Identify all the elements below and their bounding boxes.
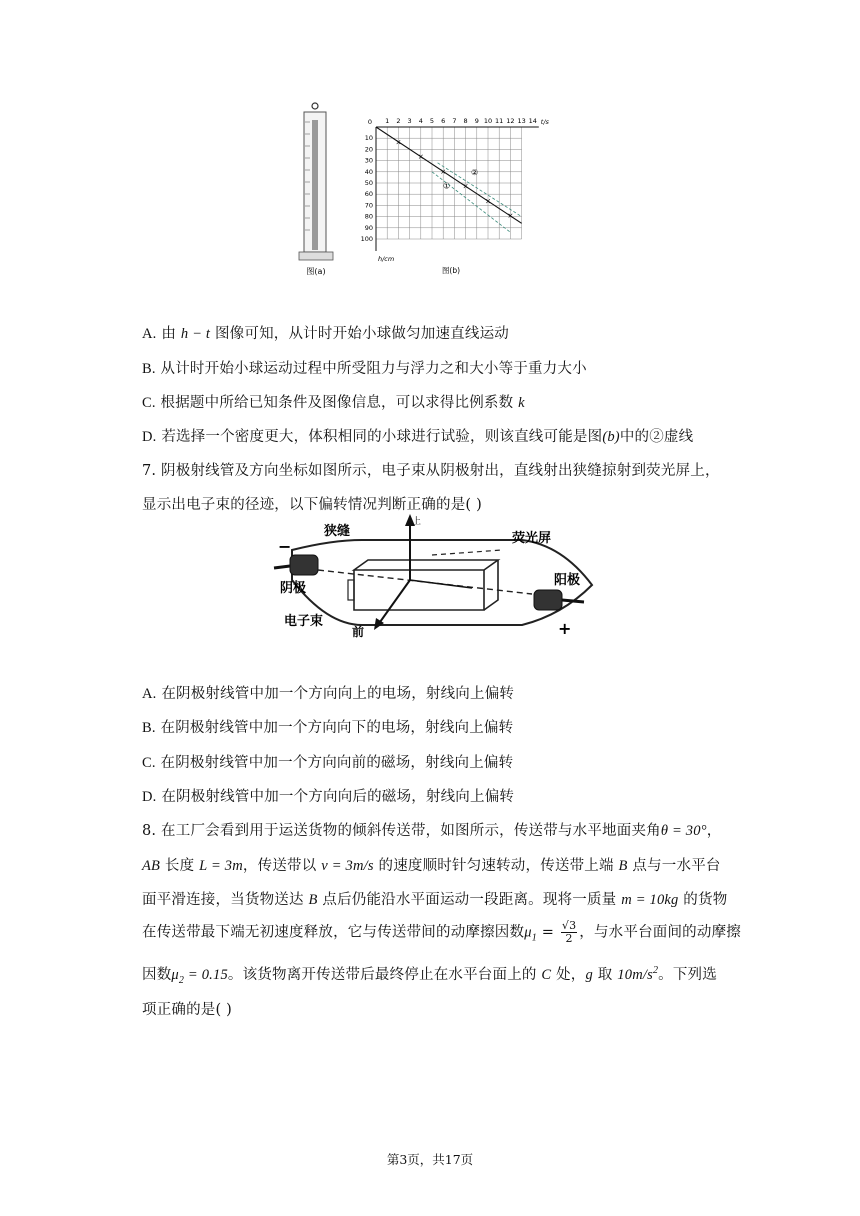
y-tick-label: 10 xyxy=(364,134,373,143)
label-slit: 狭缝 xyxy=(324,524,351,539)
label-anode: 阳极 xyxy=(554,573,581,588)
y-tick-label: 70 xyxy=(364,201,373,210)
y-tick-label: 50 xyxy=(364,179,373,187)
q8-stem-line6: 项正确的是( ) xyxy=(142,1002,233,1018)
q6-option-a: A. 由 h − t 图像可知，从计时开始小球做匀加速直线运动 xyxy=(142,326,509,342)
q8-stem-line3: 面平滑连接，当货物送达 B 点后仍能沿水平面运动一段距离。现将一质量 m = 10kg 的货物 xyxy=(142,892,728,908)
y-tick-label: 60 xyxy=(364,190,373,199)
fraction-sqrt3-over-2: $\frac{√3}{2}$ xyxy=(561,919,577,945)
graduated-cylinder-figure xyxy=(298,100,338,280)
y-tick-label: 30 xyxy=(364,156,373,165)
label-up: 上 xyxy=(412,517,422,527)
q6-option-c: C. 根据题中所给已知条件及图像信息，可以求得比例系数 k xyxy=(142,395,525,411)
x-tick-label: 9 xyxy=(474,117,479,125)
y-tick-label: 80 xyxy=(364,212,373,221)
page-footer: 第3页，共17页 xyxy=(386,1152,474,1167)
q7-stem-line1: 7. 阴极射线管及方向坐标如图所示，电子束从阴极射出，直线射出狭缝掠射到荧光屏上， xyxy=(142,463,720,479)
cathode-ray-tube-figure xyxy=(272,510,607,640)
q6-option-d: D. 若选择一个密度更大，体积相同的小球进行试验，则该直线可能是图(b)中的②虚线 xyxy=(142,429,694,445)
x-tick-label: 11 xyxy=(495,117,504,125)
x-tick-label: 1 xyxy=(385,117,390,125)
figure-b-caption: 图(b) xyxy=(441,266,461,275)
y-tick-label: 100 xyxy=(360,235,373,243)
q6-option-b: B. 从计时开始小球运动过程中所受阻力与浮力之和大小等于重力大小 xyxy=(142,361,587,377)
q8-stem-line2: AB 长度 L = 3m，传送带以 v = 3m/s 的速度顺时针匀速转动，传送带上端 B 点与一水平台 xyxy=(142,858,721,874)
data-point: × xyxy=(485,197,491,206)
q7-option-b: B. 在阴极射线管中加一个方向向下的电场，射线向上偏转 xyxy=(142,720,514,736)
x-tick-label: 2 xyxy=(396,117,401,125)
data-point: × xyxy=(417,153,424,162)
label-plus: + xyxy=(558,619,572,638)
y-tick-label: 90 xyxy=(364,223,373,232)
data-point: × xyxy=(395,138,402,147)
x-tick-label: 8 xyxy=(463,117,468,125)
y-tick-label: 20 xyxy=(364,145,373,154)
q7-option-a: A. 在阴极射线管中加一个方向向上的电场，射线向上偏转 xyxy=(142,686,515,702)
line-label-1: ① xyxy=(442,181,451,191)
x-tick-label: 4 xyxy=(418,117,423,125)
x-tick-label: 3 xyxy=(407,117,412,125)
q7-option-d: D. 在阴极射线管中加一个方向向后的磁场，射线向上偏转 xyxy=(142,789,515,805)
q8-stem-line1: 8. 在工厂会看到用于运送货物的倾斜传送带，如图所示，传送带与水平地面夹角θ = 30°， xyxy=(142,823,722,839)
label-minus: − xyxy=(278,537,292,556)
x-tick-label: 14 xyxy=(528,117,537,125)
h-t-graph-figure xyxy=(356,113,566,278)
label-cathode: 阴极 xyxy=(280,581,307,596)
q7-option-c: C. 在阴极射线管中加一个方向向前的磁场，射线向上偏转 xyxy=(142,755,514,771)
figure-a-caption: 图(a) xyxy=(306,267,326,276)
y-axis-label: h/cm xyxy=(378,255,395,263)
x-tick-label: 7 xyxy=(452,117,457,125)
x-tick-label: 13 xyxy=(517,117,526,125)
x-tick-label: 6 xyxy=(441,117,446,125)
x-axis-label: t/s xyxy=(540,118,549,126)
q8-stem-line5: 因数$\mu_2 = 0.15$。该货物离开传送带后最终停止在水平台面上的 C 处，g 取 $10m/s^2$。下列选 xyxy=(142,965,717,986)
x-tick-label: 5 xyxy=(429,117,435,125)
q7-stem-line2: 显示出电子束的径迹，以下偏转情况判断正确的是( ) xyxy=(142,497,482,513)
data-point: × xyxy=(440,167,447,176)
data-point: × xyxy=(507,212,514,221)
origin-label: 0 xyxy=(367,118,372,126)
line-label-2: ② xyxy=(470,168,479,178)
x-tick-label: 12 xyxy=(506,117,515,125)
x-tick-label: 10 xyxy=(483,117,493,125)
label-front: 前 xyxy=(352,625,365,639)
q8-stem-line4: 在传送带最下端无初速度释放，它与传送带间的动摩擦因数$\mu_1$ = $\frac{√3}{2}$ ，与水平台面间的动摩擦 xyxy=(142,919,741,945)
data-point: × xyxy=(462,182,469,191)
y-tick-label: 40 xyxy=(364,167,373,176)
label-screen: 荧光屏 xyxy=(512,531,552,546)
label-beam: 电子束 xyxy=(284,614,324,629)
